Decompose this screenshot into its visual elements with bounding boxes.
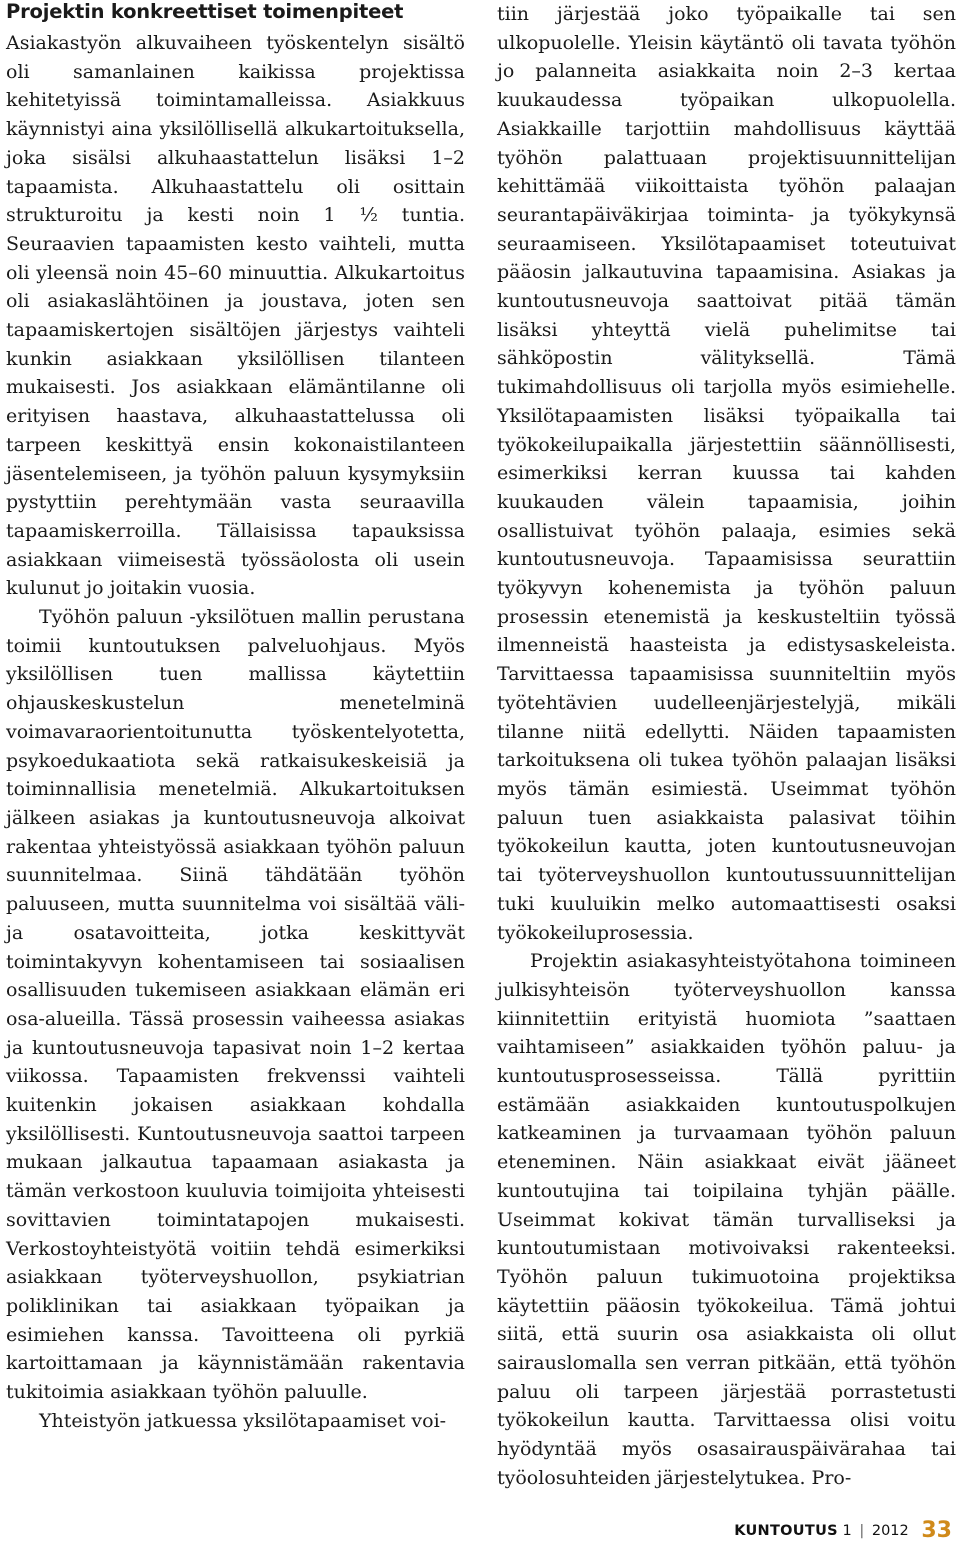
paragraph: tiin järjestää joko työpaikalle tai sen ulkopuolelle. Yleisin käytäntö oli tavata työhön jo palanneita asiakkaita noin 2–3 kertaa kuukaudessa työpaikan ulkopuolella. Asiakkaille tarjottiin mahdollisuus käyttää työhön palattuaan projektisuunnittelijan kehittämää viikoittaista työhön palaajan seurantapäiväkirjaa toiminta- ja työkykynsä seuraamiseen. Yksilötapaamiset toteutuivat pääosin jalkautuvina tapaamisina. Asiakas ja kuntoutusneuvoja saattoivat pitää tämän lisäksi yhteyttä vielä puhelimitse tai sähköpostin välityksellä. Tämä tukimahdollisuus oli tarjolla myös esimiehelle. Yksilötapaamisten lisäksi työpaikalla tai työkokeilupaikalla järjestettiin säännöllisesti, esimerkiksi kerran kuussa tai kahden kuukauden välein tapaamisia, joihin osallistuivat työhön palaaja, esimies sekä kuntoutusneuvoja. Tapaamisissa seurattiin työkyvyn kohenemista ja työhön paluun prosessin etenemistä ja keskusteltiin työssä ilmenneistä haasteista ja edistysaskeleista. Tarvittaessa tapaamisissa suunniteltiin myös työtehtävien uudelleenjärjestelyjä, mikäli tilanne niitä edellytti. Näiden tapaamisten tarkoituksena oli tukea työhön palaajan lisäksi myös tämän esimiestä. Useimmat työhön paluun tuen asiakkaista palasivat töihin työkokeilun kautta, joten kuntoutusneuvojan tai työterveyshuollon kuntoutussuunnittelijan tuki kuuluikin melko automaattisesti osaksi työkokeiluprosessia. bbox=[497, 3, 956, 944]
magazine-name: KUNTOUTUS bbox=[734, 1523, 838, 1539]
footer-separator: | bbox=[859, 1523, 865, 1539]
page-number: 33 bbox=[921, 1518, 952, 1543]
page-footer bbox=[734, 1518, 952, 1543]
paragraph: Projektin asiakasyhteistyötahona toimineen julkisyhteisön työterveyshuollon kanssa kiinnitettiin erityistä huomiota ”saattaen vaihtamiseen” asiakkaiden työhön paluu- ja kuntoutusprosesseissa. Tällä pyrittiin estämään asiakkaiden kuntoutuspolkujen katkeaminen ja turvaamaan työhön paluun eteneminen. Näin asiakkaat eivät jääneet kuntoutujina tai toipilaina tyhjän päälle. Useimmat kokivat tämän turvalliseksi ja kuntoutumistaan motivoivaksi rakenteeksi. Työhön paluun tukimuotoina projektiksa käytettiin pääosin työkokeilua. Tämä johtui siitä, että suurin osa asiakkaista oli ollut sairauslomalla sen verran pitkään, että työhön paluu oli tarpeen järjestää porrastetusti työkokeilun kautta. Tarvittaessa olisi voitu hyödyntää myös osasairauspäivärahaa tai työolosuhteiden järjestelytukea. Pro- bbox=[497, 950, 956, 1489]
section-heading: Projektin konkreettiset toimenpiteet bbox=[6, 0, 404, 23]
paragraph: Yhteistyön jatkuessa yksilötapaamiset voi- bbox=[39, 1409, 447, 1432]
right-column bbox=[497, 0, 956, 1493]
paragraph: Asiakastyön alkuvaiheen työskentelyn sisältö oli samanlainen kaikissa projektissa kehitetyissä toimintamalleissa. Asiakkuus käynnistyi aina yksilöllisellä alkukartoituksella, joka sisälsi alkuhaastattelun lisäksi 1–2 tapaamista. Alkuhaastattelu oli osittain strukturoitu ja kesti noin 1 ½ tuntia. Seuraavien tapaamisten kesto vaihteli, mutta oli yleensä noin 45–60 minuuttia. Alkukartoitus oli asiakaslähtöinen ja joustava, joten sen tapaamiskertojen sisältöjen järjestys vaihteli kunkin asiakkaan yksilöllisen tilanteen mukaisesti. Jos asiakkaan elämäntilanne oli erityisen haastava, alkuhaastattelussa oli tarpeen keskittyä ensin kokonaistilanteen jäsentelemiseen, ja työhön paluun kysymyksiin pystyttiin perehtymään vasta seuraavilla tapaamiskerroilla. Tällaisissa tapauksissa asiakkaan viimeisestä työssäolosta oli usein kulunut jo joitakin vuosia. bbox=[6, 32, 465, 600]
issue-year: 2012 bbox=[871, 1523, 909, 1539]
left-column bbox=[6, 0, 465, 1435]
paragraph: Työhön paluun -yksilötuen mallin perustana toimii kuntoutuksen palveluohjaus. Myös yksilöllisen tuen mallissa käytettiin ohjauskeskustelun menetelminä voimavaraorientoitunutta työskentelyotetta, psykoedukaatiota sekä ratkaisukeskeisiä ja toiminnallisia menetelmiä. Alkukartoituksen jälkeen asiakas ja kuntoutusneuvoja alkoivat rakentaa yhteistyössä asiakkaan työhön paluun suunnitelmaa. Siinä tähdätään työhön paluuseen, mutta suunnitelma voi sisältää väli- ja osatavoitteita, jotka keskittyvät toimintakyvyn kohentamiseen tai sosiaalisen osallisuuden tukemiseen asiakkaan elämän eri osa-alueilla. Tässä prosessin vaiheessa asiakas ja kuntoutusneuvoja tapasivat noin 1–2 kertaa viikossa. Tapaamisten frekvenssi vaihteli kuitenkin jokaisen asiakkaan kohdalla yksilöllisesti. Kuntoutusneuvoja saattoi tarpeen mukaan jalkautua tapaamaan asiakasta ja tämän verkostoon kuuluvia toimijoita yhteisesti sovittavien toimintatapojen mukaisesti. Verkostoyhteistyötä voitiin tehdä esimerkiksi asiakkaan työterveyshuollon, psykiatrian poliklinikan tai asiakkaan työpaikan ja esimiehen kanssa. Tavoitteena oli pyrkiä kartoittamaan ja käynnistämään rakentavia tukitoimia asiakkaan työhön paluulle. bbox=[6, 606, 465, 1404]
issue-number: 1 bbox=[842, 1523, 852, 1539]
